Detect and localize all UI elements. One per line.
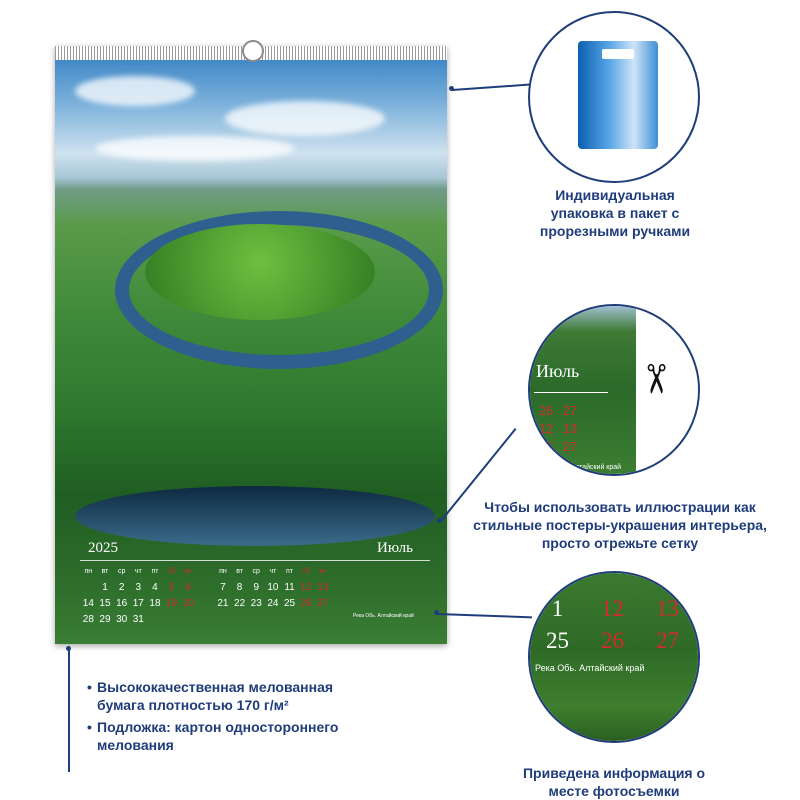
zoom-location-dates: 1 12 13 25 26 27 (546, 596, 679, 653)
calendar-divider (80, 560, 430, 561)
scissors-icon: ✂ (632, 362, 677, 396)
location-info-caption: Приведена информация о месте фотосъемки (522, 765, 706, 799)
photo-location-caption: Река Обь. Алтайский край (353, 613, 414, 619)
date-row: 1 2 3 4 5 6 7 8 9 10 11 12 13 (102, 582, 329, 593)
packaging-pointer (452, 84, 530, 91)
packaging-caption: Индивидуальная упаковка в пакет с прорезными ручками (539, 187, 691, 239)
packaging-zoom-circle (528, 11, 700, 183)
weekday-header-row: пн вт ср чт пт сб вс пн вт ср чт пт сб вс (84, 568, 327, 575)
features-pointer (68, 648, 70, 772)
date-row: 28 29 30 31 (82, 614, 144, 625)
calendar-year: 2025 (88, 540, 118, 556)
zoom-divider (534, 392, 608, 393)
location-zoom-circle (528, 571, 700, 743)
date-row: 14 15 16 17 18 19 20 21 22 23 24 25 26 27 (82, 598, 329, 609)
zoom-dates: 26 27 12 13 26 27 (538, 403, 578, 454)
zoom-month: Июль (536, 361, 580, 381)
zoom-location: Река Обь. Алтайский край (536, 464, 622, 471)
features-list (87, 678, 347, 758)
posters-caption: Чтобы использовать иллюстрации как стильные постеры-украшения интерьера, просто отрежьте сетку (473, 499, 767, 551)
feature-item: • Высококачественная мелованная бумага плотностью 170 г/м² (87, 678, 347, 714)
feature-item: • Подложка: картон одностороннего мелования (87, 718, 347, 754)
plastic-bag-icon (578, 41, 658, 149)
cut-grid-zoom-circle (528, 304, 700, 476)
zoom-location-caption: Река Обь. Алтайский край (535, 663, 645, 673)
location-pointer (437, 613, 532, 618)
calendar-month: Июль (377, 540, 413, 556)
bag-handle-cutout (602, 49, 634, 59)
